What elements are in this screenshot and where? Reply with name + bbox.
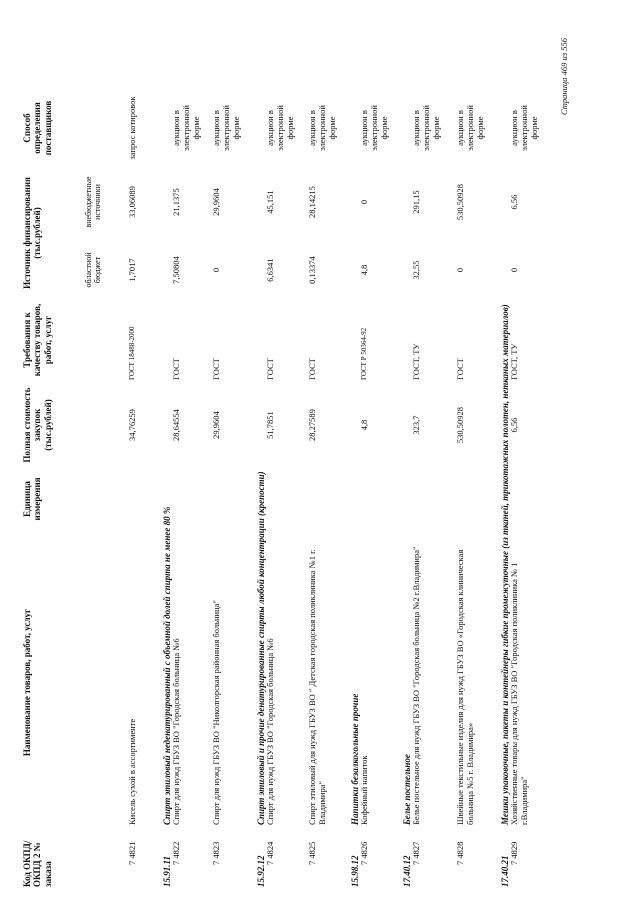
row-regional: 0 <box>455 267 465 273</box>
row-name: Спирт для нужд ГБУЗ ВО "Городская больница №6 <box>171 638 181 825</box>
row-number: 7 4825 <box>307 841 317 865</box>
row-number: 7 4829 <box>509 841 519 865</box>
header-funding: Источник финансирования (тыс.рублей) <box>22 177 43 289</box>
row-regional: 0 <box>509 267 519 273</box>
row-cost: 28,64554 <box>171 409 181 441</box>
row-requirements: ГОСТ Р 50364-92 <box>360 327 368 380</box>
header-code: Код ОКПД/ ОКПД 2 № заказа <box>22 840 53 887</box>
row-external: 291,15 <box>411 190 421 214</box>
row-regional: 7,50804 <box>171 256 181 284</box>
row-number: 7 4824 <box>265 841 275 865</box>
row-method: аукцион в электронной форме <box>171 105 201 151</box>
section-title: Мешки упаковочные, пакеты и контейнеры гибкие промежуточные (из тканей, трикотажных полотен, нетканых материалов) <box>500 304 510 825</box>
row-external: 29,9604 <box>211 188 221 216</box>
row-external: 21,1375 <box>171 188 181 216</box>
row-name: Кисель сухой в ассортименте <box>127 718 137 825</box>
section-code: 15.98.12 <box>350 855 360 887</box>
row-cost: 530,50928 <box>455 406 465 444</box>
section-code: 15.91.11 <box>162 855 172 887</box>
row-regional: 4,8 <box>359 264 369 276</box>
row-name: Кофейный напиток <box>359 755 369 825</box>
row-method: аукцион в электронной форме <box>211 105 241 151</box>
row-method: аукцион в электронной форме <box>359 105 389 151</box>
row-cost: 34,76259 <box>127 409 137 441</box>
header-method: Способ определения поставщиков <box>22 100 53 156</box>
row-regional: 0,13374 <box>307 256 317 284</box>
row-method: аукцион в электронной форме <box>509 105 539 151</box>
row-method: аукцион в электронной форме <box>265 105 295 151</box>
row-name: Хозяйственные товары для нужд ГБУЗ ВО "Городская поликлиника № 1 г.Владимира" <box>509 562 529 825</box>
row-requirements: ГОСТ, ТУ <box>411 343 421 380</box>
row-number: 7 4826 <box>359 841 369 865</box>
row-external: 45,151 <box>265 190 275 214</box>
row-name: Спирт для нужд ГБУЗ ВО "Городская больница №6 <box>265 638 275 825</box>
row-number: 7 4827 <box>411 841 421 865</box>
row-method: аукцион в электронной форме <box>411 105 441 151</box>
row-requirements: ГОСТ <box>455 358 465 380</box>
row-regional: 32,55 <box>411 260 421 280</box>
row-requirements: ГОСТ <box>307 358 317 380</box>
header-funding-regional: областной бюджет <box>84 252 103 288</box>
row-number: 7 4828 <box>455 841 465 865</box>
row-external: 6,56 <box>509 194 519 210</box>
row-cost: 29,9604 <box>211 411 221 439</box>
row-external: 530,50928 <box>455 183 465 221</box>
row-cost: 6,56 <box>509 417 519 433</box>
row-external: 28,14215 <box>307 186 317 218</box>
row-name: Спирт этиловый для нужд ГБУЗ ВО " Детская городская поликлиника №1 г. Владимира" <box>307 549 327 825</box>
header-funding-external: внебюджетные источники <box>84 176 103 228</box>
row-number: 7 4823 <box>211 841 221 865</box>
section-title: Белье постельное <box>402 754 412 825</box>
header-requirements: Требования к качеству товаров, работ, услуг <box>22 303 53 377</box>
row-cost: 323,7 <box>411 415 421 435</box>
row-external: 0 <box>359 199 369 205</box>
row-number: 7 4822 <box>171 841 181 865</box>
row-regional: 0 <box>211 267 221 273</box>
row-name: Спирт для нужд ГБУЗ ВО "Николгорская районная больница" <box>211 600 221 825</box>
row-requirements: ГОСТ <box>171 358 181 380</box>
row-cost: 4,8 <box>359 419 369 431</box>
page-footer: Страница 469 из 556 <box>559 38 569 115</box>
row-cost: 28,27589 <box>307 409 317 441</box>
row-cost: 51,7851 <box>265 411 275 439</box>
section-title: Спирт этиловый неденатурированный с объемной долей спирта не менее 80 % <box>162 506 172 825</box>
row-method: аукцион в электронной форме <box>307 105 337 151</box>
row-requirements: ГОСТ, ТУ <box>509 343 519 380</box>
header-cost: Полная стоимость закупок (тыс.рублей) <box>22 387 53 463</box>
section-title: Спирт этиловый и прочие денатурированные спирты любой концентрации (крепости) <box>256 471 266 825</box>
row-requirements: ГОСТ 18488-2000 <box>128 326 136 380</box>
section-code: 17.40.12 <box>402 855 412 887</box>
row-requirements: ГОСТ <box>265 358 275 380</box>
section-code: 17.40.21 <box>500 855 510 887</box>
row-name: Белье постельное для нужд ГБУЗ ВО "Городская больница №2 г.Владимира" <box>411 546 421 825</box>
row-name: Швейные текстильные изделия для нужд ГБУЗ ВО «Городская клиническая больница №5 г. Владимира» <box>455 549 475 825</box>
row-requirements: ГОСТ <box>211 358 221 380</box>
row-method: аукцион в электронной форме <box>455 105 485 151</box>
row-regional: 6,6341 <box>265 258 275 282</box>
row-external: 33,06089 <box>127 186 137 218</box>
header-unit: Единица измерения <box>22 477 43 521</box>
row-method: запрос котировок <box>127 96 137 160</box>
section-title: Напитки безалкогольные прочие <box>350 693 360 825</box>
row-number: 7 4821 <box>127 841 137 865</box>
section-code: 15.92.12 <box>256 855 266 887</box>
header-name: Наименование товаров, работ, услуг <box>22 608 32 757</box>
table-header <box>22 0 132 905</box>
row-regional: 1,7017 <box>127 258 137 282</box>
